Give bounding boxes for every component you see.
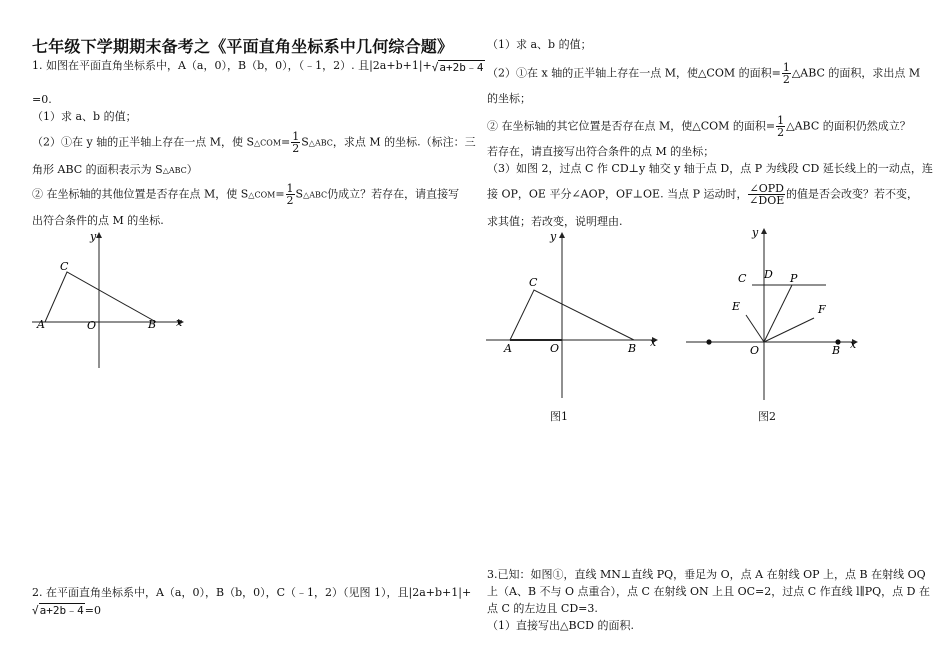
q1-part2-note: 角形 ABC 的面积表示为 S△ABC） [32, 163, 198, 176]
r-part4b: 接 OP，OE 平分∠AOP，OF⊥OE. 当点 P 运动时， $\frac{\text{∠OPD}}{\text{∠DOE}}$ 的值是否会改变？若不变， [487, 182, 918, 207]
label-a: A [37, 318, 45, 331]
figure-left-coordinate [30, 228, 190, 373]
label-x: x [176, 316, 183, 329]
label-y: y [752, 226, 759, 239]
r-part2-end: 的坐标； [487, 92, 531, 105]
label-f: F [818, 303, 826, 316]
figure-1 [484, 226, 664, 404]
r-part1: （1）求 a、b 的值； [487, 38, 592, 51]
label-b: B [628, 342, 637, 355]
label-c: C [60, 260, 69, 273]
label-b: B [148, 318, 157, 331]
q1-part3-end: 出符合条件的点 M 的坐标. [32, 214, 164, 227]
label-o: O [87, 319, 97, 332]
label-b: B [832, 344, 841, 357]
label-x: x [850, 338, 857, 351]
q1-intro: 1. 如图在平面直角坐标系中，A（a，0），B（b，0），（﹣1，2）. 且|2a+b+1|+√a+2b﹣4 [32, 59, 484, 74]
label-y: y [550, 230, 557, 243]
q3-line3: 点 C 的左边且 CD=3. [487, 602, 598, 615]
q1-equals-zero: =0. [32, 93, 52, 106]
label-p: P [790, 272, 798, 285]
label-o: O [550, 342, 560, 355]
label-e: E [732, 300, 741, 313]
fraction-half: $\frac{1}{2}$ [777, 114, 785, 139]
q2-intro: 2. 在平面直角坐标系中，A（a，0），B（b，0），C（﹣1，2）（见图 1），且|2a+b+1|+ [32, 586, 472, 599]
r-part4a: （3）如图 2，过点 C 作 CD⊥y 轴交 y 轴于点 D，点 P 为线段 CD 延长线上的一动点，连 [487, 162, 933, 175]
r-part3-end: 若存在，请直接写出符合条件的点 M 的坐标； [487, 145, 715, 158]
fraction-angle-ratio: $\frac{\text{∠OPD}}{\text{∠DOE}}$ [749, 182, 785, 207]
label-c: C [529, 276, 538, 289]
q2-condition: √a+2b﹣4=0 [32, 604, 101, 617]
page-title: 七年级下学期期末备考之《平面直角坐标系中几何综合题》 [32, 37, 454, 56]
figure-1-caption: 图1 [550, 410, 568, 423]
sqrt-expression: √a+2b﹣4 [431, 61, 484, 74]
r-part3: ② 在坐标轴的其它位置是否存在点 M，使△COM 的面积= $\frac{1}{2}$ △ABC 的面积仍然成立？ [487, 114, 911, 139]
r-part2: （2）①在 x 轴的正半轴上存在一点 M，使△COM 的面积= $\frac{1}{2}$ △ABC 的面积，求出点 M [487, 61, 921, 86]
q1-part1: （1）求 a、b 的值； [32, 110, 137, 123]
q3-line1: 3.已知：如图①，直线 MN⊥直线 PQ，垂足为 O，点 A 在射线 OP 上，点 B 在射线 OQ [487, 568, 926, 581]
fraction-half: $\frac{1}{2}$ [292, 130, 300, 155]
label-d: D [764, 268, 773, 281]
q3-line2: 上（A、B 不与 O 点重合），点 C 在射线 ON 上且 OC=2，过点 C 作直线 l∥PQ，点 D 在 [487, 585, 930, 598]
label-o: O [750, 344, 760, 357]
q1-part3: ② 在坐标轴的其他位置是否存在点 M，使 S△COM= $\frac{1}{2}$ S△ABC仍成立？若存在，请直接写 [32, 182, 460, 207]
label-x: x [650, 336, 657, 349]
label-a: A [504, 342, 512, 355]
r-part4d: 求其值；若改变，说明理由. [487, 215, 623, 228]
figure-2-caption: 图2 [758, 410, 776, 423]
q3-part1: （1）直接写出△BCD 的面积. [487, 619, 634, 632]
label-c: C [738, 272, 747, 285]
label-y: y [90, 230, 97, 243]
sqrt-expression: √a+2b﹣4 [32, 604, 84, 617]
q1-part2: （2）①在 y 轴的正半轴上存在一点 M，使 S△COM= $\frac{1}{2}$ S△ABC，求点 M 的坐标.（标注：三 [32, 130, 476, 155]
fraction-half: $\frac{1}{2}$ [286, 182, 294, 207]
figure-2 [684, 222, 864, 404]
fraction-half: $\frac{1}{2}$ [782, 61, 790, 86]
